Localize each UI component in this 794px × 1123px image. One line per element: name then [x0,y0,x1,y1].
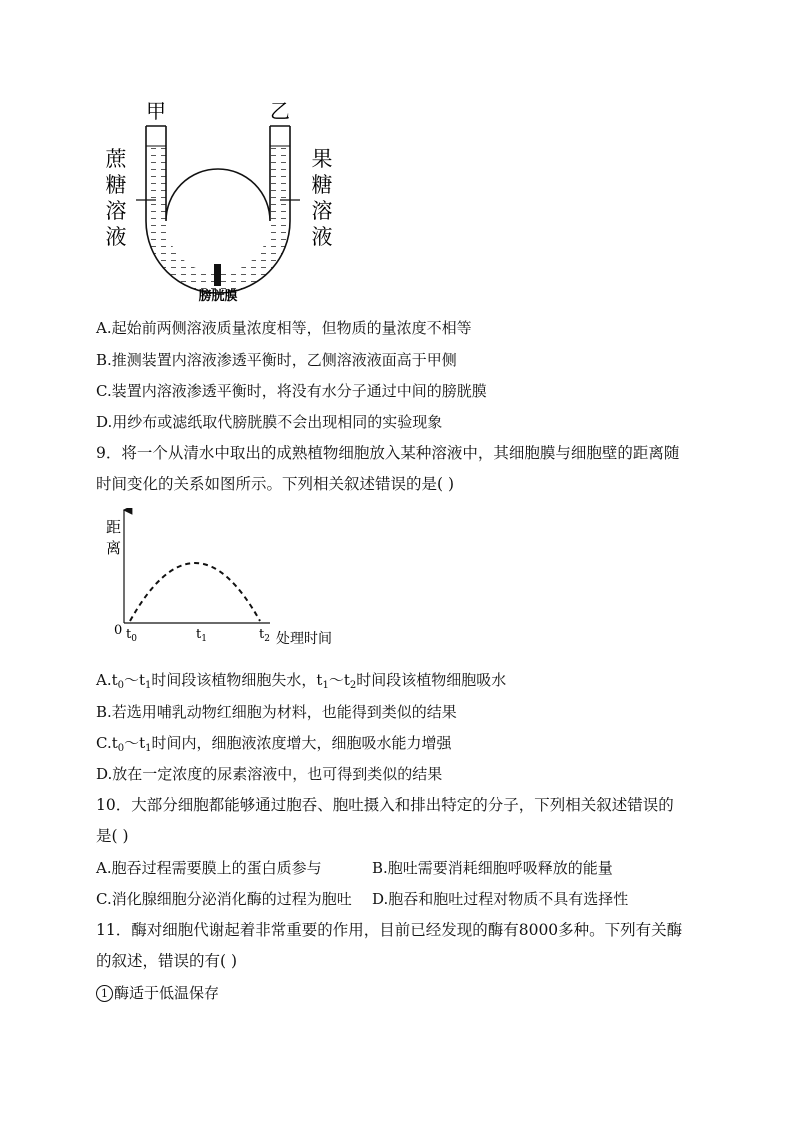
q8-option-d: D.用纱布或滤纸取代膀胱膜不会出现相同的实验现象 [96,413,443,431]
q8-option-a: A.起始前两侧溶液质量浓度相等，但物质的量浓度不相等 [96,319,472,337]
distance-time-chart [100,508,360,658]
right-side-char: 糖 [311,173,333,197]
x-tick-t2: $t_2$ [259,627,270,644]
q11-stem-line2: 的叙述，错误的有( ) [96,952,238,970]
left-tube-label: 甲 [146,99,166,123]
u-tube-figure [100,96,360,306]
right-side-char: 溶 [311,199,333,223]
distance-curve [130,563,260,621]
q10-stem-line2: 是( ) [96,827,129,845]
left-side-char: 蔗 [105,147,127,171]
q10-option-c: C.消化腺细胞分泌消化酶的过程为胞吐 [96,890,352,908]
x-tick-t0: $t_0$ [126,627,137,644]
membrane-mark [214,264,221,286]
q11-item-1 [96,983,219,1003]
q10-option-a: A.胞吞过程需要膜上的蛋白质参与 [96,859,322,877]
q11-item-1-text: 酶适于低温保存 [114,984,220,1002]
right-tube-label: 乙 [270,99,290,123]
circled-number: 1 [96,985,113,1002]
x-tick-t1: $t_1$ [196,627,207,644]
q8-option-b: B.推测装置内溶液渗透平衡时，乙侧溶液液面高于甲侧 [96,351,457,369]
q9-stem-line2: 时间变化的关系如图所示。下列相关叙述错误的是( ) [96,475,455,493]
x-axis-label: 处理时间 [276,631,332,647]
y-axis-label-char: 距 [106,518,122,536]
q10-stem-line1: 10．大部分细胞都能够通过胞吞、胞吐摄入和排出特定的分子，下列相关叙述错误的 [96,796,674,814]
q9-option-a: $A.t_0\sim t_1$时间段该植物细胞失水，$t_1\sim t_2$时间段该植物细胞吸水 [96,671,507,691]
q10-option-d: D.胞吞和胞吐过程对物质不具有选择性 [372,890,629,908]
membrane-label: 膀胱膜 [198,289,238,304]
right-side-char: 果 [311,147,333,171]
q11-stem-line1: 11．酶对细胞代谢起着非常重要的作用，目前已经发现的酶有8000多种。下列有关酶 [96,921,683,939]
left-side-char: 液 [105,225,127,249]
left-side-char: 糖 [105,173,127,197]
q9-option-d: D.放在一定浓度的尿素溶液中，也可得到类似的结果 [96,765,443,783]
q8-option-c: C.装置内溶液渗透平衡时，将没有水分子通过中间的膀胱膜 [96,382,487,400]
q9-option-b: B.若选用哺乳动物红细胞为材料，也能得到类似的结果 [96,703,457,721]
q10-option-b: B.胞吐需要消耗细胞呼吸释放的能量 [372,859,613,877]
right-side-char: 液 [311,225,333,249]
q9-stem-line1: 9．将一个从清水中取出的成熟植物细胞放入某种溶液中，其细胞膜与细胞壁的距离随 [96,444,680,462]
q9-option-c: $C.t_0\sim t_1$时间内，细胞液浓度增大，细胞吸水能力增强 [96,734,452,754]
y-axis-label-char: 离 [106,539,122,557]
left-side-char: 溶 [105,199,127,223]
origin-label: 0 [114,623,123,638]
